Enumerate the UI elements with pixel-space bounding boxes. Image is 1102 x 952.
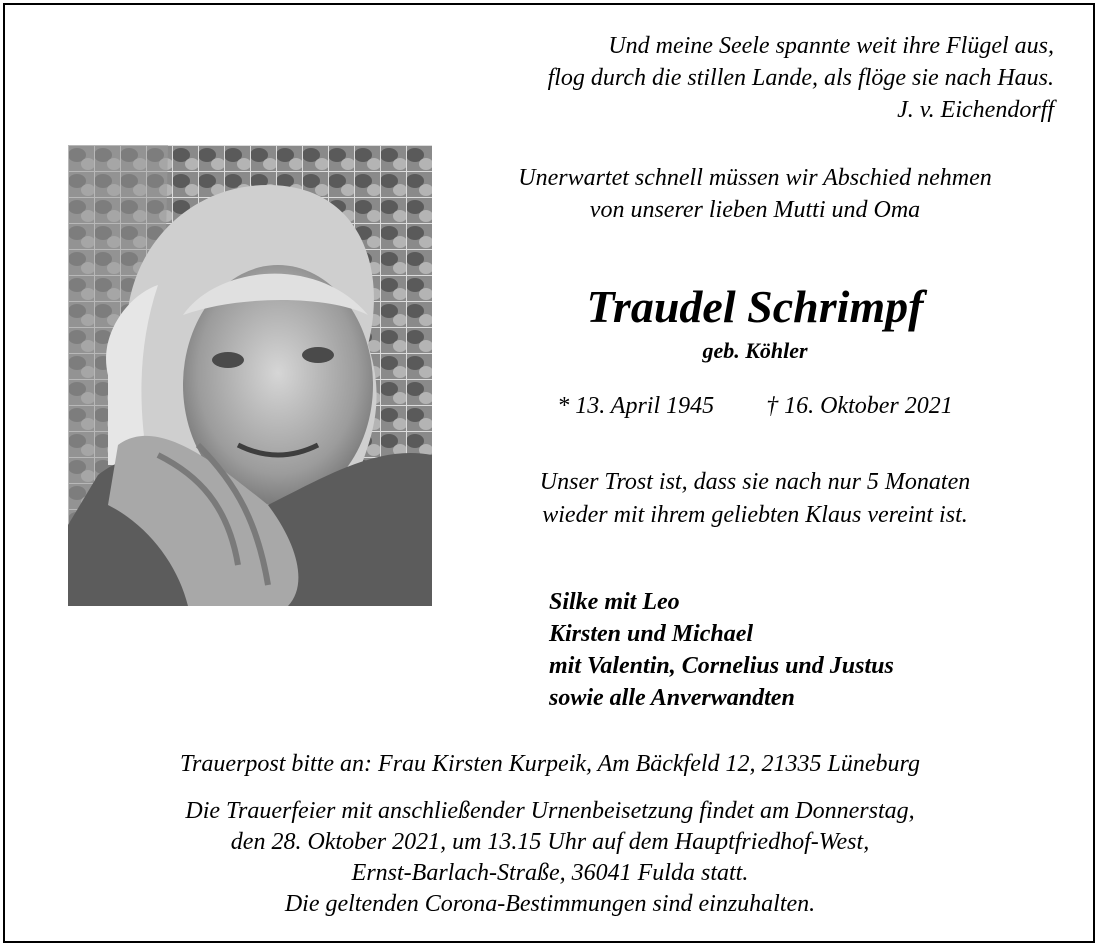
mourner-line: sowie alle Anverwandten bbox=[549, 685, 795, 711]
intro-line: Unerwartet schnell müssen wir Abschied nehmen bbox=[518, 165, 992, 191]
service-line: Die Trauerfeier mit anschließender Urnenbeisetzung findet am Donnerstag, bbox=[185, 798, 915, 824]
poem-line: Und meine Seele spannte weit ihre Flügel aus, bbox=[608, 33, 1054, 59]
death-date: † 16. Oktober 2021 bbox=[766, 393, 953, 419]
condolence-address: Trauerpost bitte an: Frau Kirsten Kurpeik, Am Bäckfeld 12, 21335 Lüneburg bbox=[180, 751, 920, 777]
birth-name: geb. Köhler bbox=[702, 338, 808, 363]
mourner-line: mit Valentin, Cornelius und Justus bbox=[549, 653, 894, 679]
life-dates bbox=[440, 394, 1070, 418]
intro-text bbox=[440, 162, 1070, 226]
poem-line: flog durch die stillen Lande, als flöge sie nach Haus. bbox=[547, 65, 1054, 91]
birth-date: * 13. April 1945 bbox=[557, 393, 715, 419]
service-info bbox=[0, 796, 1100, 920]
service-line: den 28. Oktober 2021, um 13.15 Uhr auf dem Hauptfriedhof-West, bbox=[230, 829, 870, 855]
service-line: Ernst-Barlach-Straße, 36041 Fulda statt. bbox=[351, 860, 749, 886]
service-line: Die geltenden Corona-Bestimmungen sind einzuhalten. bbox=[284, 891, 816, 917]
mourner-line: Silke mit Leo bbox=[549, 589, 680, 615]
mourners-list bbox=[549, 586, 894, 714]
consolation-line: wieder mit ihrem geliebten Klaus vereint ist. bbox=[542, 502, 968, 528]
consolation-text bbox=[440, 466, 1070, 532]
deceased-name: Traudel Schrimpf bbox=[586, 281, 924, 332]
poem-quote bbox=[548, 30, 1054, 126]
portrait-photo bbox=[68, 145, 432, 606]
mourner-line: Kirsten und Michael bbox=[549, 621, 754, 647]
intro-line: von unserer lieben Mutti und Oma bbox=[589, 197, 921, 223]
consolation-line: Unser Trost ist, dass sie nach nur 5 Monaten bbox=[539, 469, 971, 495]
poem-author: J. v. Eichendorff bbox=[897, 97, 1054, 123]
